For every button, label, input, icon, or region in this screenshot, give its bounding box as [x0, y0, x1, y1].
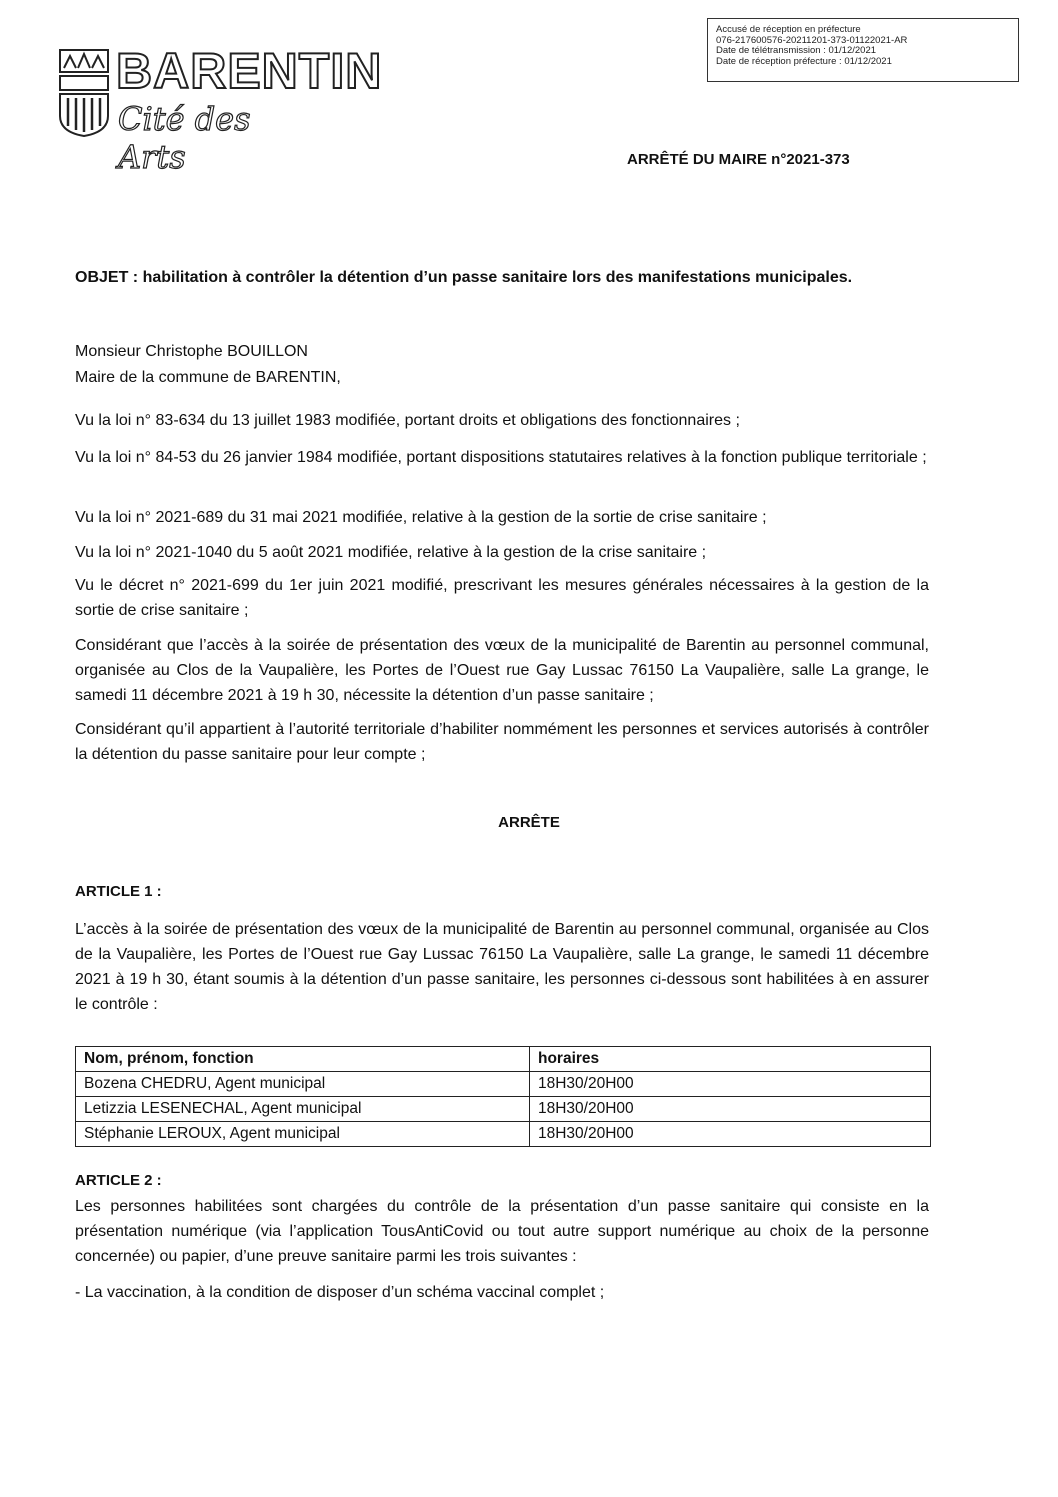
logo-tagline: Cité des Arts: [118, 100, 251, 176]
table-cell: 18H30/20H00: [530, 1072, 931, 1097]
stamp-line: Date de télétransmission : 01/12/2021: [716, 45, 877, 56]
stamp-line: 076-217600576-20211201-373-01122021-AR: [716, 34, 908, 46]
signatory: [75, 339, 341, 391]
visa-paragraph: Vu la loi n° 2021-689 du 31 mai 2021 modifiée, relative à la gestion de la sortie de crise sanitaire ;: [75, 509, 767, 526]
table-cell: 18H30/20H00: [530, 1097, 931, 1122]
table-row: [76, 1122, 931, 1147]
table-header-cell: horaires: [530, 1047, 931, 1072]
visa-paragraph: Vu la loi n° 2021-1040 du 5 août 2021 modifiée, relative à la gestion de la crise sanitaire ;: [75, 544, 707, 561]
article-2-text: Les personnes habilitées sont chargées du contrôle de la présentation d’un passe sanitaire qui consiste en la présentation numérique (via l’application TousAntiCovid ou tout autre support numérique au choix de la personne concernée) ou papier, d’une preuve sanitaire parmi les trois suivantes :: [75, 1198, 929, 1265]
arrete-heading: ARRÊTE: [498, 814, 560, 831]
prefecture-receipt-stamp: [707, 18, 1019, 82]
table-cell: Letizzia LESENECHAL, Agent municipal: [76, 1097, 530, 1122]
document-title: ARRÊTÉ DU MAIRE n°2021-373: [627, 151, 850, 168]
visa-paragraph: Vu la loi n° 84-53 du 26 janvier 1984 modifiée, portant dispositions statutaires relatives à la fonction publique territoriale ;: [75, 449, 927, 466]
table-header-cell: Nom, prénom, fonction: [76, 1047, 530, 1072]
article-2-bullet: - La vaccination, à la condition de disposer d’un schéma vaccinal complet ;: [75, 1284, 605, 1301]
table-row: [76, 1097, 931, 1122]
considerant-paragraph: Considérant qu’il appartient à l’autorité territoriale d’habiliter nommément les personnes et services autorisés à contrôler la détention du passe sanitaire pour leur compte ;: [75, 721, 929, 763]
authorized-persons-table: [75, 1046, 931, 1147]
table-header-row: [76, 1047, 931, 1072]
table-cell: Bozena CHEDRU, Agent municipal: [76, 1072, 530, 1097]
coat-of-arms-icon: [56, 46, 112, 138]
visa-paragraph: Vu la loi n° 83-634 du 13 juillet 1983 modifiée, portant droits et obligations des fonctionnaires ;: [75, 412, 740, 429]
stamp-line: Date de réception préfecture : 01/12/2021: [716, 55, 892, 67]
table-row: [76, 1072, 931, 1097]
logo-brand: BARENTIN: [116, 43, 383, 99]
objet-line: [75, 269, 975, 287]
visa-paragraph: Vu le décret n° 2021-699 du 1er juin 2021 modifié, prescrivant les mesures générales nécessaires à la gestion de la sortie de crise sanitaire ;: [75, 577, 929, 619]
article-2-heading: ARTICLE 2 :: [75, 1172, 162, 1189]
objet-label: OBJET: [75, 269, 129, 286]
table-cell: Stéphanie LEROUX, Agent municipal: [76, 1122, 530, 1147]
signatory-role: Maire de la commune de BARENTIN,: [75, 369, 341, 386]
table-cell: 18H30/20H00: [530, 1122, 931, 1147]
article-1-text: L’accès à la soirée de présentation des vœux de la municipalité de Barentin au personnel communal, organisée au Clos de la Vaupalière, les Portes de l’Ouest rue Gay Lussac 76150 La Vaupalière, salle La grange, le samedi 11 décembre 2021 à 19 h 30, étant soumis à la détention d’un passe sanitaire, les personnes ci-dessous sont habilitées à en assurer le contrôle :: [75, 921, 929, 1013]
signatory-name: Monsieur Christophe BOUILLON: [75, 343, 308, 360]
article-1-heading: ARTICLE 1 :: [75, 883, 162, 900]
stamp-line: Accusé de réception en préfecture: [716, 24, 861, 35]
considerant-paragraph: Considérant que l’accès à la soirée de présentation des vœux de la municipalité de Barentin au personnel communal, organisée au Clos de la Vaupalière, les Portes de l’Ouest rue Gay Lussac 76150 La Vaupalière, salle La grange, le samedi 11 décembre 2021 à 19 h 30, nécessite la détention d’un passe sanitaire ;: [75, 637, 929, 704]
objet-text: : habilitation à contrôler la détention d’un passe sanitaire lors des manifestations municipales.: [128, 269, 853, 286]
barentin-logo: [56, 43, 383, 176]
